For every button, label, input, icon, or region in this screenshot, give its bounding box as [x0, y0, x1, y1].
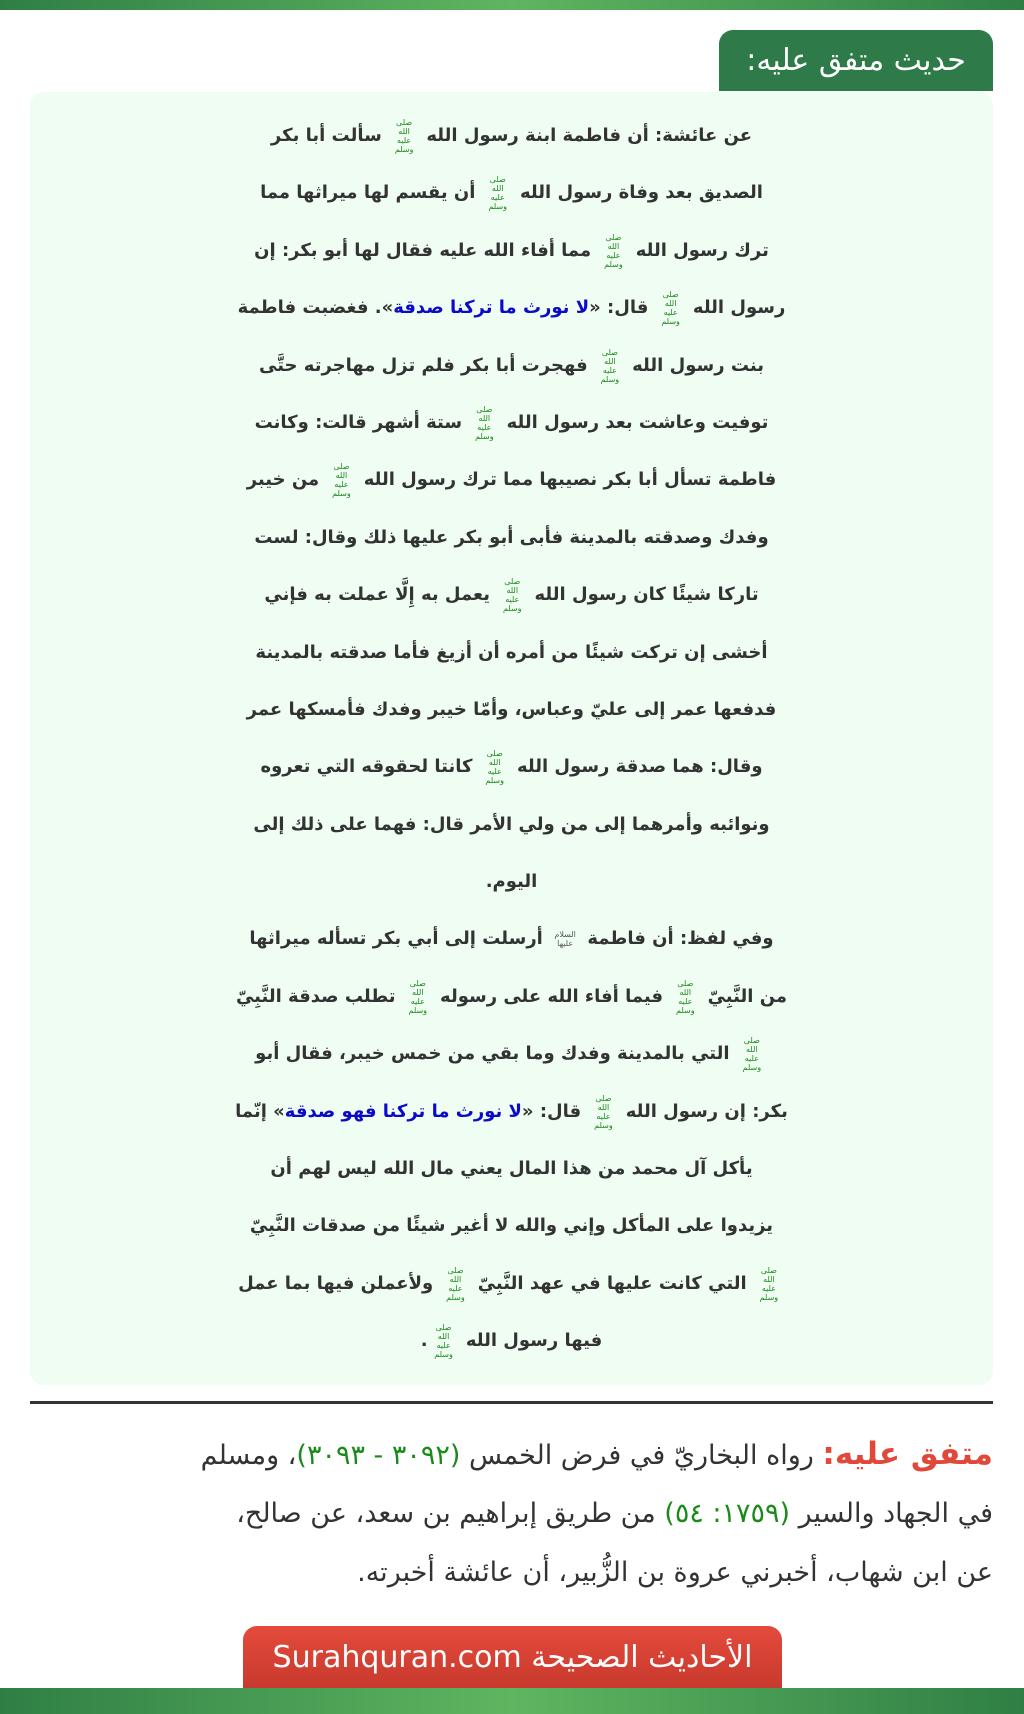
source-line: [30, 1425, 993, 1484]
source-label: متفق عليه:: [822, 1436, 993, 1472]
mark-text: عليه وسلم: [434, 1341, 453, 1360]
text-segment: تطلب صدقة النَّبِيّ: [235, 985, 402, 1007]
mark-text: عليه وسلم: [594, 1111, 613, 1130]
text-segment: يأكل آل محمد من هذا المال يعني مال الله ليس لهم أن: [270, 1158, 753, 1180]
text-segment: أرسلت إلى أبي بكر تسأله ميراثها: [249, 928, 550, 950]
text-segment: بكر: إن رسول الله: [619, 1100, 788, 1122]
mark-text: صلى الله: [605, 232, 622, 251]
text-segment: أن يقسم لها ميراثها مما: [260, 182, 482, 204]
hadith-line: [30, 222, 993, 279]
salutation-mark-icon: [590, 1094, 616, 1130]
mark-text: عليه وسلم: [600, 365, 620, 384]
salutation-mark-icon: [482, 749, 508, 785]
text-segment: من خيبر: [246, 469, 326, 491]
salutation-mark-icon: [672, 979, 698, 1015]
text-segment: رسول الله: [686, 297, 786, 319]
site-link-button[interactable]: [243, 1626, 782, 1688]
hadith-line: [30, 566, 993, 623]
hadith-line: [30, 1312, 993, 1369]
source-text: ، ومسلم: [200, 1440, 297, 1471]
text-segment: فهجرت أبا بكر فلم تزل مهاجرته حتَّى: [258, 354, 594, 376]
mark-text: عليه وسلم: [604, 250, 623, 269]
salutation-mark-icon: [597, 348, 623, 384]
hadith-line: [30, 279, 993, 336]
text-segment: اليوم.: [485, 871, 538, 893]
source-text: عن ابن شهاب، أخبرني عروة بن الزُّبير، أن عائشة أخبرته.: [357, 1557, 993, 1588]
text-segment: مما أفاء الله عليه فقال لها أبو بكر: إن: [254, 239, 598, 261]
hadith-line: [30, 681, 993, 738]
hadith-line: [30, 624, 993, 681]
hadith-line: [30, 394, 993, 451]
text-segment: .: [420, 1330, 428, 1352]
salutation-mark-icon: [471, 405, 497, 441]
mark-text: عليه وسلم: [742, 1054, 762, 1073]
hadith-line: [30, 451, 993, 508]
salutation-mark-icon: [600, 233, 626, 269]
text-segment: ونوائبه وأمرهما إلى من ولي الأمر قال: فهما على ذلك إلى: [253, 813, 770, 835]
mark-text: صلى الله: [396, 118, 413, 136]
text-segment: فيها رسول الله: [459, 1330, 603, 1352]
text-segment: ترك رسول الله: [629, 239, 769, 261]
mark-text: صلى الله: [677, 978, 694, 997]
salutation-mark-icon: [485, 175, 511, 211]
mark-text: عليه وسلم: [759, 1283, 779, 1302]
text-segment: التي كانت عليها في عهد النَّبِيّ: [471, 1272, 753, 1294]
mark-text: عليها: [557, 939, 574, 949]
mark-text: صلى الله: [476, 404, 493, 423]
mark-text: السلام: [554, 930, 576, 940]
salutation-mark-icon: [431, 1323, 457, 1359]
text-segment: بنت رسول الله: [625, 354, 764, 376]
mark-text: صلى الله: [486, 749, 503, 768]
mark-text: صلى الله: [662, 290, 679, 309]
hadith-line: [30, 1255, 993, 1312]
source-text: في الجهاد والسير: [790, 1498, 993, 1529]
mark-text: عليه وسلم: [502, 595, 522, 614]
mark-text: عليه وسلم: [332, 480, 351, 499]
hadith-line: [30, 1140, 993, 1197]
section-title: حديث متفق عليه:: [746, 43, 966, 78]
text-segment: فدفعها عمر إلى عليّ وعباس، وأمّا خيبر وفدك فأمسكها عمر: [246, 698, 777, 720]
source-line: [30, 1543, 993, 1602]
text-segment: قال: «: [589, 297, 655, 319]
text-segment: كانتا لحقوقه التي تعروه: [260, 756, 479, 778]
source-note: [30, 1425, 993, 1602]
mark-text: صلى الله: [447, 1265, 464, 1284]
mark-text: صلى الله: [760, 1265, 777, 1284]
top-bar: [0, 0, 1024, 10]
salutation-mark-icon: [328, 462, 354, 498]
salutation-mark-icon: [405, 979, 431, 1015]
hadith-line: [30, 107, 993, 164]
text-segment: ». فغضبت فاطمة: [237, 297, 394, 319]
hadith-line: [30, 968, 993, 1025]
text-segment: وفي لفظ: أن فاطمة: [581, 928, 774, 950]
prophetic-quote: لا نورث ما تركنا صدقة: [393, 297, 590, 319]
mark-text: صلى الله: [595, 1093, 612, 1112]
hadith-line: [30, 738, 993, 795]
text-segment: تاركا شيئًا كان رسول الله: [528, 584, 759, 606]
text-segment: الصديق بعد وفاة رسول الله: [513, 182, 763, 204]
alayha-salam-mark-icon: [552, 930, 578, 948]
mark-text: صلى الله: [504, 577, 521, 596]
mark-text: عليه وسلم: [446, 1283, 465, 1302]
mark-text: صلى الله: [489, 175, 506, 194]
text-segment: ستة أشهر قالت: وكانت: [254, 411, 469, 433]
divider: [30, 1401, 993, 1404]
prophetic-quote: لا نورث ما تركنا فهو صدقة: [284, 1100, 522, 1122]
hadith-line: [30, 1083, 993, 1140]
mark-text: عليه وسلم: [394, 136, 414, 154]
text-segment: فاطمة تسأل أبا بكر نصيبها مما ترك رسول الله: [357, 469, 777, 491]
hadith-line: [30, 1025, 993, 1082]
hadith-line: [30, 337, 993, 394]
text-segment: فيما أفاء الله على رسوله: [433, 985, 670, 1007]
reference-number: (١٧٥٩: ٥٤): [664, 1498, 791, 1529]
source-text: رواه البخاريّ في فرض الخمس: [460, 1440, 823, 1471]
mark-text: عليه وسلم: [488, 193, 507, 212]
section-title-tab: [719, 30, 993, 91]
mark-text: عليه وسلم: [661, 308, 680, 327]
text-segment: التي بالمدينة وفدك وما بقي من خمس خيبر، فقال أبو: [255, 1043, 736, 1065]
mark-text: صلى الله: [743, 1036, 760, 1055]
hadith-text: [30, 107, 993, 1370]
text-segment: من النَّبِيّ: [701, 985, 788, 1007]
reference-number: (٣٠٩٢ - ٣٠٩٣): [296, 1440, 461, 1471]
mark-text: صلى الله: [409, 978, 426, 997]
mark-text: عليه وسلم: [676, 996, 695, 1015]
salutation-mark-icon: [499, 577, 525, 613]
hadith-line: [30, 910, 993, 967]
mark-text: عليه وسلم: [485, 767, 504, 786]
text-segment: » إنّما: [235, 1100, 285, 1122]
source-line: [30, 1484, 993, 1543]
hadith-line: [30, 796, 993, 853]
text-segment: أخشى إن تركت شيئًا من أمره أن أزيغ فأما صدقته بالمدينة: [255, 641, 768, 663]
text-segment: وقال: هما صدقة رسول الله: [510, 756, 763, 778]
hadith-line: [30, 509, 993, 566]
hadith-line: [30, 1197, 993, 1254]
mark-text: صلى الله: [601, 347, 618, 366]
hadith-line: [30, 164, 993, 221]
text-segment: عن عائشة: أن فاطمة ابنة رسول الله: [420, 125, 753, 146]
salutation-mark-icon: [391, 118, 417, 154]
text-segment: وفدك وصدقته بالمدينة فأبى أبو بكر عليها ذلك وقال: لست: [254, 526, 769, 548]
bottom-bar: [0, 1688, 1024, 1714]
mark-text: صلى الله: [333, 462, 350, 481]
salutation-mark-icon: [756, 1266, 782, 1302]
salutation-mark-icon: [658, 290, 684, 326]
text-segment: توفيت وعاشت بعد رسول الله: [500, 411, 769, 433]
text-segment: ولأعملن فيها بما عمل: [238, 1272, 440, 1294]
hadith-line: [30, 853, 993, 910]
text-segment: يزيدوا على المأكل وإني والله لا أغير شيئًا من صدقات النَّبِيّ: [249, 1215, 774, 1237]
salutation-mark-icon: [442, 1266, 468, 1302]
text-segment: يعمل به إِلَّا عملت به فإني: [264, 584, 497, 606]
salutation-mark-icon: [739, 1036, 765, 1072]
mark-text: صلى الله: [435, 1323, 452, 1342]
text-segment: سألت أبا بكر: [270, 125, 389, 146]
text-segment: قال: «: [521, 1100, 588, 1122]
site-link-label: الأحاديث الصحيحة Surahquran.com: [272, 1639, 753, 1675]
mark-text: عليه وسلم: [408, 996, 428, 1015]
mark-text: عليه وسلم: [475, 422, 494, 441]
source-text: من طريق إبراهيم بن سعد، عن صالح،: [236, 1498, 665, 1529]
